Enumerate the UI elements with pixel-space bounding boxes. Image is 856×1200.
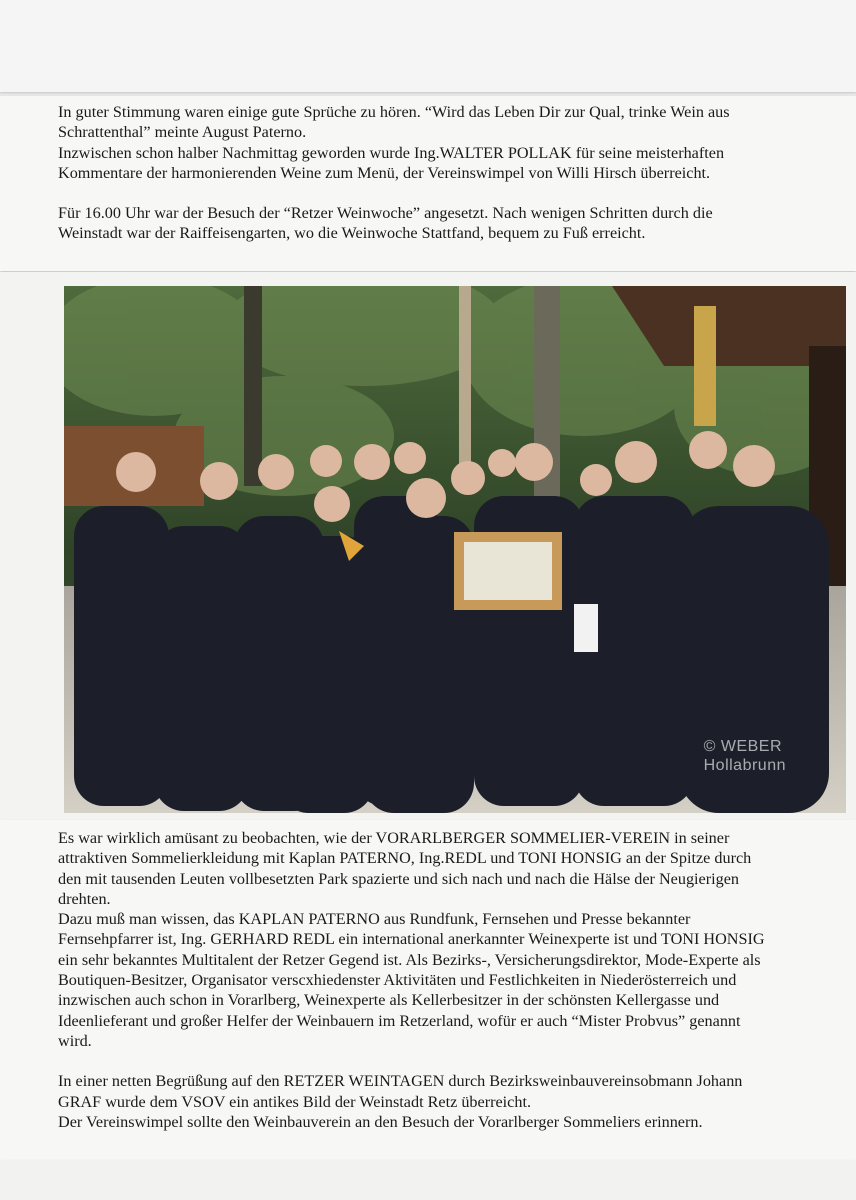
group-photo <box>64 286 846 813</box>
page-top-margin <box>0 0 856 92</box>
intro-paragraph-weinwoche: Für 16.00 Uhr war der Besuch der “Retzer Weinwoche” angesetzt. Nach wenigen Schritten durch die Weinstadt war der Raiffeisengarten, wo die Weinwoche Stattfand, bequem zu Fuß erreicht. <box>58 204 713 243</box>
intro-paragraph-pollak: Inzwischen schon halber Nachmittag geworden wurde Ing.WALTER POLLAK für seine meisterhaften Kommentare der harmonierenden Weine zum Menü, der Vereinswimpel von Willi Hirsch überreicht. <box>58 143 725 182</box>
photographer-watermark <box>704 737 786 775</box>
tree-trunk <box>459 286 471 476</box>
body-paragraph-sommelier: Es war wirklich amüsant zu beobachten, wie der VORARLBERGER SOMMELIER-VEREIN in seiner attraktiven Sommelierkleidung mit Kaplan PATERNO, Ing.REDL und TONI HONSIG an der Spitze durch den mit tausenden Leuten vollbesetzten Park spazierte und sich nach und nach die Hälse der Neugierigen drehten. <box>58 829 752 908</box>
body-paragraph-wimpel: Der Vereinswimpel sollte den Weinbauverein an den Besuch der Vorarlberger Sommeliers erinnern. <box>58 1112 703 1131</box>
body-paragraph-paterno: Dazu muß man wissen, das KAPLAN PATERNO aus Rundfunk, Fernsehen und Presse bekannter Fernsehpfarrer ist, Ing. GERHARD REDL ein international anerkannter Weinexperte ist und TONI HONSIG ein sehr bekanntes Multitalent der Retzer Gegend ist. Als Bezirks-, Versicherungsdirektor, Mode-Experte als Boutiquen-Besitzer, Organisator verscxhiedenster Aktivitäten und Festlichkeiten in Niederösterreich und inzwischen auch schon in Vorarlberg, Weinexperte als Kellerbesitzer in der schönsten Kellergasse und Ideenlieferant und großer Helfer der Weinbauern im Retzerland, wofür er auch “Mister Probvus” genannt wird. <box>58 910 765 1050</box>
body-paragraph-begruessung: In einer netten Begrüßung auf den RETZER WEINTAGEN durch Bezirksweinbauvereinsobmann Johann GRAF wurde dem VSOV ein antikes Bild der Weinstadt Retz überreicht. <box>58 1072 743 1111</box>
body-text <box>58 828 778 1132</box>
group-photo-illustration <box>64 286 846 813</box>
page-bottom-margin <box>0 1160 856 1200</box>
intro-text <box>58 102 778 244</box>
pavilion-sign <box>694 306 716 426</box>
watermark-line-1: © WEBER <box>703 738 783 755</box>
watermark-line-2: Hollabrunn <box>703 757 786 774</box>
tree-trunk <box>244 286 262 486</box>
intro-paragraph-stimmung: In guter Stimmung waren einige gute Sprüche zu hören. “Wird das Leben Dir zur Qual, trinke Wein aus Schrattenthal” meinte August Paterno. <box>58 103 730 142</box>
envelope <box>574 604 598 652</box>
